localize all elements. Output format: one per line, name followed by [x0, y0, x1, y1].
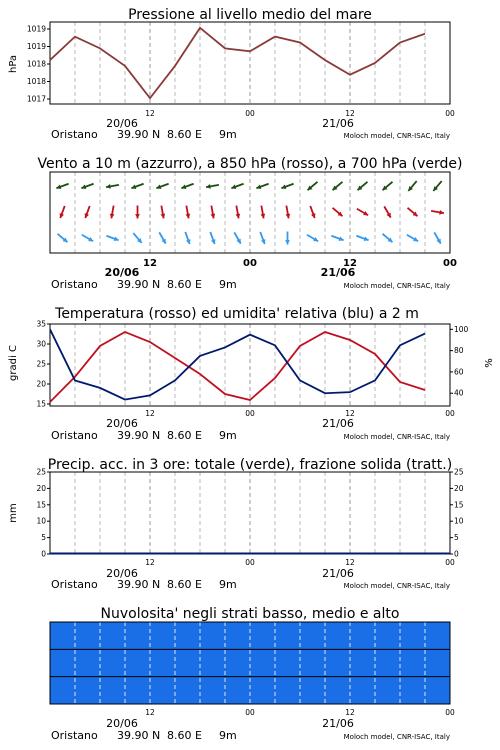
y-tick-label: 1019 [26, 42, 46, 51]
pressure-series [50, 28, 425, 98]
wind-date-2: 21/06 [320, 266, 356, 279]
wind-arrow-700hpa [281, 184, 293, 189]
x-tick-label: 00 [243, 258, 257, 269]
precip-date-2: 21/06 [322, 567, 354, 580]
wind-arrow-10m [260, 232, 265, 244]
wind-arrow-700hpa [231, 184, 243, 189]
precip-panel [8, 457, 464, 591]
wind-arrow-10m [210, 232, 215, 244]
wind-arrow-10m [383, 234, 393, 242]
wind-arrow-700hpa [156, 184, 168, 189]
wind-arrow-850hpa [357, 209, 368, 216]
wind-arrow-700hpa [433, 181, 441, 191]
x-tick-label: 00 [445, 409, 455, 418]
pressure-yticks [27, 25, 50, 104]
y-tick-label: 25 [36, 359, 46, 369]
wind-arrows [56, 181, 444, 244]
temp-date-2: 21/06 [322, 417, 354, 430]
x-tick-label: 12 [145, 558, 155, 567]
wind-arrow-850hpa [408, 208, 418, 216]
wind-arrow-10m [285, 232, 290, 245]
location-lat: 39.90 N [117, 128, 161, 141]
location-credit: Moloch model, CNR-ISAC, Italy [343, 582, 450, 590]
cloud-date-1: 20/06 [106, 717, 138, 730]
y2-tick-label: 0 [454, 549, 459, 559]
rh-yticks [450, 325, 469, 398]
y-tick-label: 15 [36, 500, 46, 510]
wind-arrow-850hpa [211, 206, 216, 219]
humidity-line [50, 329, 425, 399]
cloud-location [51, 729, 450, 742]
wind-location [51, 278, 450, 291]
y2-tick-label: 20 [454, 483, 464, 493]
location-name: Oristano [51, 578, 98, 591]
location-name: Oristano [51, 278, 98, 291]
location-credit: Moloch model, CNR-ISAC, Italy [343, 733, 450, 741]
x-tick-label: 12 [145, 708, 155, 717]
wind-arrow-10m [82, 235, 93, 242]
location-credit: Moloch model, CNR-ISAC, Italy [343, 433, 450, 441]
x-tick-label: 12 [143, 258, 157, 269]
arrow-head [135, 214, 140, 218]
wind-arrow-850hpa [310, 206, 315, 218]
wind-arrow-10m [185, 232, 190, 244]
pressure-title: Pressione al livello medio del mare [128, 7, 372, 23]
wind-arrow-850hpa [333, 208, 343, 216]
x-tick-label: 12 [343, 258, 357, 269]
y2-tick-label: 15 [454, 500, 464, 510]
location-lat: 39.90 N [117, 278, 161, 291]
wind-arrow-850hpa [236, 206, 241, 219]
pressure-date-1: 20/06 [106, 117, 138, 130]
location-lon: 8.60 E [167, 578, 202, 591]
temp-rh-xticks [145, 409, 455, 418]
cloud-panel [50, 606, 455, 742]
wind-arrow-850hpa [135, 206, 140, 219]
wind-arrow-850hpa [261, 206, 266, 219]
y2-tick-label: 100 [454, 324, 469, 334]
location-credit: Moloch model, CNR-ISAC, Italy [343, 132, 450, 140]
wind-arrow-700hpa [308, 182, 318, 190]
location-lat: 39.90 N [117, 429, 161, 442]
wind-arrow-850hpa [384, 206, 391, 217]
temp-rh-series [50, 329, 425, 402]
wind-arrow-850hpa [85, 206, 90, 218]
x-tick-label: 00 [445, 708, 455, 717]
temp-rh-gridlines [75, 324, 425, 406]
y-tick-label: 10 [36, 516, 46, 526]
location-alt: 9m [219, 429, 237, 442]
location-lon: 8.60 E [167, 729, 202, 742]
x-tick-label: 00 [245, 708, 255, 717]
y-tick-label: 5 [41, 533, 46, 543]
y-tick-label: 35 [36, 319, 46, 329]
temp-rh-frame [50, 324, 450, 406]
location-lon: 8.60 E [167, 429, 202, 442]
y-tick-label: 30 [36, 339, 46, 349]
pressure-xticks [145, 109, 455, 118]
y-tick-label: 1019 [26, 24, 46, 34]
x-tick-label: 00 [245, 558, 255, 567]
cloud-title: Nuvolosita' negli strati basso, medio e alto [100, 606, 400, 622]
wind-title: Vento a 10 m (azzurro), a 850 hPa (rosso), a 700 hPa (verde) [37, 156, 463, 172]
precip-date-1: 20/06 [106, 567, 138, 580]
wind-xticks [143, 258, 457, 269]
location-name: Oristano [51, 128, 98, 141]
pressure-line [50, 28, 425, 98]
wind-arrow-10m [58, 234, 68, 242]
wind-arrow-850hpa [186, 206, 191, 219]
y-tick-label: 20 [36, 483, 46, 493]
wind-arrow-850hpa [431, 210, 444, 215]
y2-tick-label: 25 [454, 467, 464, 477]
cloud-xticks [145, 708, 455, 717]
location-lon: 8.60 E [167, 128, 202, 141]
wind-arrow-700hpa [206, 184, 219, 189]
x-tick-label: 00 [245, 409, 255, 418]
x-tick-label: 00 [443, 258, 457, 269]
wind-arrow-700hpa [256, 184, 268, 189]
x-tick-label: 12 [345, 708, 355, 717]
precip-title: Precip. acc. in 3 ore: totale (verde), frazione solida (tratt.) [47, 457, 453, 473]
pressure-frame [50, 22, 450, 104]
y2-tick-label: 60 [454, 367, 464, 377]
precip-gridlines [75, 472, 425, 554]
wind-arrow-850hpa [161, 206, 166, 219]
y-tick-label: 0 [41, 549, 46, 559]
location-credit: Moloch model, CNR-ISAC, Italy [343, 282, 450, 290]
wind-arrow-700hpa [56, 184, 68, 189]
wind-arrow-10m [331, 236, 343, 241]
arrow-head [285, 240, 290, 244]
wind-arrow-10m [106, 236, 118, 241]
location-alt: 9m [219, 729, 237, 742]
location-lat: 39.90 N [117, 578, 161, 591]
wind-arrow-700hpa [408, 181, 416, 191]
temp-rh-panel [8, 306, 495, 442]
wind-arrow-700hpa [81, 184, 93, 189]
rh-ylabel: % [484, 358, 495, 368]
wind-gridlines [75, 172, 425, 253]
temp-date-1: 20/06 [106, 417, 138, 430]
x-tick-label: 00 [445, 109, 455, 118]
wind-arrow-850hpa [110, 206, 115, 219]
location-alt: 9m [219, 578, 237, 591]
y-tick-label: 15 [36, 399, 46, 409]
wind-arrow-10m [407, 235, 418, 242]
pressure-gridlines [75, 22, 425, 104]
y2-tick-label: 40 [454, 388, 464, 398]
location-lon: 8.60 E [167, 278, 202, 291]
wind-arrow-700hpa [383, 182, 393, 190]
x-tick-label: 12 [345, 109, 355, 118]
location-name: Oristano [51, 729, 98, 742]
wind-panel [37, 156, 462, 291]
cloud-cells [50, 622, 450, 704]
pressure-panel [8, 7, 455, 141]
precip-xticks [145, 558, 455, 567]
location-alt: 9m [219, 278, 237, 291]
y-tick-label: 1018 [26, 77, 46, 86]
x-tick-label: 12 [345, 409, 355, 418]
location-name: Oristano [51, 429, 98, 442]
wind-arrow-700hpa [358, 182, 368, 190]
wind-arrow-10m [356, 236, 368, 241]
y-tick-label: 25 [36, 467, 46, 477]
wind-date-1: 20/06 [104, 266, 140, 279]
x-tick-label: 00 [245, 109, 255, 118]
precip-ylabel: mm [8, 503, 19, 523]
wind-arrow-700hpa [131, 184, 143, 189]
location-alt: 9m [219, 128, 237, 141]
precip-frame [50, 472, 450, 554]
wind-arrow-700hpa [181, 184, 193, 189]
x-tick-label: 12 [145, 409, 155, 418]
temp-ylabel: gradi C [8, 345, 19, 381]
wind-arrow-10m [234, 232, 241, 243]
x-tick-label: 12 [145, 109, 155, 118]
wind-arrow-700hpa [106, 184, 119, 189]
location-lat: 39.90 N [117, 729, 161, 742]
x-tick-label: 12 [345, 558, 355, 567]
wind-arrow-10m [307, 235, 318, 242]
wind-arrow-850hpa [60, 206, 65, 218]
cloud-date-2: 21/06 [322, 717, 354, 730]
y2-tick-label: 80 [454, 346, 464, 356]
pressure-ylabel: hPa [8, 54, 19, 74]
y2-tick-label: 5 [454, 533, 459, 543]
wind-arrow-850hpa [286, 206, 291, 219]
y-tick-label: 1018 [26, 59, 46, 69]
temp-location [51, 429, 450, 442]
temp-rh-title: Temperatura (rosso) ed umidita' relativa (blu) a 2 m [55, 306, 419, 322]
wind-arrow-10m [434, 232, 441, 243]
wind-arrow-10m [159, 232, 166, 243]
y2-tick-label: 10 [454, 516, 464, 526]
wind-arrow-700hpa [333, 182, 343, 190]
y-tick-label: 20 [36, 379, 46, 389]
pressure-date-2: 21/06 [322, 117, 354, 130]
temp-yticks [36, 320, 50, 409]
wind-arrow-10m [133, 233, 141, 243]
y-tick-label: 1017 [26, 94, 46, 104]
x-tick-label: 00 [445, 558, 455, 567]
